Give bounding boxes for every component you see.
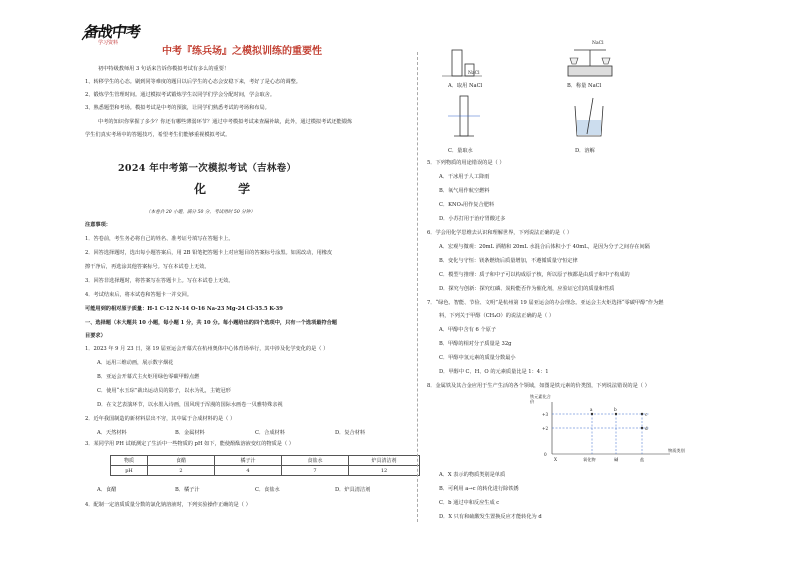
question-6-option: D．探究与创新：探究红磷、炭粉能否作为催化剂，应验证它们的质量和性质 bbox=[439, 286, 615, 292]
question-1-option: C．使用“水玉琮”裁出运动员的影子，以水为礼，主链冠形 bbox=[97, 388, 231, 394]
question-7-option: D．甲醇中 C、H、O 的元素质量比是 1：4：1 bbox=[439, 369, 549, 375]
reagent-label: NaCl bbox=[592, 41, 604, 46]
question-3-option: B．橘子汁 bbox=[175, 487, 200, 493]
question-6-option: C．模型与推理：质子和中子可以构成原子核，所以原子核都是由质子和中子构成的 bbox=[439, 272, 630, 278]
question-4-stem: 4．配制一定溶质质量分数的氯化钠溶液时，下列实验操作正确的是（ ） bbox=[85, 502, 251, 508]
table-header-cell: 食醋 bbox=[148, 456, 215, 466]
slogan-heading: 中考『练兵场』之模拟训练的重要性 bbox=[162, 46, 322, 57]
question-6-option: A．宏观与微观：20mL 酒精和 20mL 水混合后体积小于 40mL，是因为分子之间存在间隔 bbox=[439, 244, 650, 250]
question-5-stem: 5．下列物质的用途错误的是（ ） bbox=[427, 160, 505, 166]
intro-line: 中考的知识你掌握了多少？你还有哪些薄弱环节？通过中考模拟考试来查漏补缺，此外，通过模拟考试还能锻炼 bbox=[98, 119, 353, 125]
exam-title: 2024 年中考第一次模拟考试（吉林卷） bbox=[118, 163, 297, 174]
notice-item: 擦干净后，再选涂其他答案标号。写在本试卷上无效。 bbox=[85, 264, 210, 270]
intro-line: 初中特级教师用 3 句话来告诉你模拟考试有多么的重要！ bbox=[98, 66, 230, 72]
table-cell: 7 bbox=[282, 466, 349, 476]
question-1-stem: 1．2023 年 9 月 23 日，第 19 届亚运会开幕式在杭州奥体中心体育场举行，其中涉及化学变化的是（ ） bbox=[85, 346, 329, 352]
question-7-stem-cont: 料，下列关于甲醇（CH₄O）的说法正确的是（ ） bbox=[439, 313, 555, 319]
reagent-label: NaCl bbox=[468, 71, 480, 76]
table-header-cell: 物质 bbox=[111, 456, 148, 466]
question-8-option: B．可利用 a→c 的转化进行除铁锈 bbox=[439, 486, 519, 492]
table-cell: 12 bbox=[349, 466, 420, 476]
question-3-stem: 3．某同学用 PH 试纸测定了生活中一些物质的 pH 如下，能使酚酞溶液变红的物质是（ ） bbox=[85, 441, 294, 447]
exam-note: （本卷共 20 小题，满分 50 分，考试用时 50 分钟） bbox=[146, 210, 255, 215]
table-header-cell: 橘子汁 bbox=[215, 456, 282, 466]
question-5-option: C．KNO₃用作复合肥料 bbox=[439, 202, 495, 208]
question-2-option: B．金属材料 bbox=[175, 430, 205, 436]
table-header-cell: 炉具清洁剂 bbox=[349, 456, 420, 466]
exam-subject: 化 学 bbox=[194, 182, 265, 196]
section-heading: 一、选择题（本大题共 10 小题，每小题 1 分，共 10 分。每小题给出的四个选项中，只有一个选项最符合题 bbox=[85, 320, 337, 326]
chart-xtick: 氧化物 bbox=[583, 457, 596, 462]
chart-xtick: X bbox=[554, 457, 557, 462]
column-divider bbox=[417, 52, 418, 522]
notice-item: 3．回答非选择题时，将答案写在答题卡上。写在本试卷上无效。 bbox=[85, 278, 234, 284]
chart-point-label: a bbox=[590, 407, 593, 412]
question-3-option: D．炉具清洁剂 bbox=[335, 487, 371, 493]
apparatus-image-b bbox=[560, 36, 620, 86]
apparatus-image-a bbox=[432, 40, 492, 86]
intro-line: 学生们真实考场中的答题技巧，希望考生们能够重视模拟考试。 bbox=[85, 132, 231, 138]
question-8-option: A．X 表示的物质类别是单质 bbox=[439, 472, 506, 478]
notice-heading: 注意事项： bbox=[85, 222, 111, 228]
table-cell: pH bbox=[111, 466, 148, 476]
question-7-option: B．甲醇的相对分子质量是 32g bbox=[439, 341, 512, 347]
question-2-option: C．合成材料 bbox=[255, 430, 285, 436]
apparatus-label-b: B．称量 NaCl bbox=[567, 83, 602, 89]
question-3-option: C．食盐水 bbox=[255, 487, 280, 493]
question-8-stem: 8．金属铁及其合金应用于生产生活的各个领域，如图是铁元素的价类图，下列说法错误的是（ ） bbox=[427, 383, 650, 389]
question-2-option: D．复合材料 bbox=[335, 430, 366, 436]
chart-xtick: 盐 bbox=[640, 457, 645, 462]
logo-text: 备战中考 bbox=[82, 23, 142, 41]
chart-point-label: c bbox=[645, 412, 648, 417]
table-cell: 2 bbox=[148, 466, 215, 476]
apparatus-image-c bbox=[440, 92, 490, 142]
notice-item: 1．答卷前，考生务必将自己的姓名、准考证号填写在答题卡上。 bbox=[85, 236, 234, 242]
question-2-option: A．天然材料 bbox=[97, 430, 127, 436]
chart-point-label: d bbox=[645, 426, 648, 431]
question-1-option: D．在文艺表演环节，以水墨入诗画，国风现于浑漫的国际水画卷一贝雅特殊亲视 bbox=[97, 402, 283, 408]
apparatus-label-d: D．溶解 bbox=[575, 148, 595, 154]
chart-xlabel: 物质类别 bbox=[668, 448, 685, 453]
question-8-option: D．X 只有和硫酸发生置换反应才能转化为 d bbox=[439, 514, 542, 520]
question-2-stem: 2．近年我国制造的新材料层出不穷，其中属于合成材料的是（ ） bbox=[85, 416, 236, 422]
question-3-option: A．食醋 bbox=[97, 487, 117, 493]
question-7-option: A．甲醇中含有 6 个原子 bbox=[439, 327, 497, 333]
question-5-option: B．氧气用作航空燃料 bbox=[439, 188, 490, 194]
intro-line: 2、锻炼学生管理时间。通过模拟考试锻炼学生以同学们学会分配时间，学会取舍。 bbox=[85, 92, 276, 98]
question-5-option: D．小苏打用于治疗胃酸过多 bbox=[439, 216, 506, 222]
chart-ytick: 0 bbox=[544, 452, 547, 457]
table-row bbox=[111, 466, 420, 476]
intro-line: 1、转移学生的心态。刷到同等难度的题目以后学生的心态会安稳下来，考好了是心态的调整。 bbox=[85, 79, 301, 85]
question-6-option: B．变化与守恒：镁条燃烧后质量增加，不遵循质量守恒定律 bbox=[439, 258, 578, 264]
apparatus-image-d bbox=[565, 96, 615, 142]
notice-item: 4．考试结束后，将本试卷和答题卡一并交回。 bbox=[85, 292, 193, 298]
chart-xtick: 碱 bbox=[614, 457, 619, 462]
atomic-masses: 可能用到的相对原子质量：H-1 C-12 N-14 O-16 Na-23 Mg-24 Cl-35.5 K-39 bbox=[85, 306, 283, 312]
apparatus-label-c: C．量取水 bbox=[448, 148, 473, 154]
table-header-row bbox=[111, 456, 420, 466]
chart-ytick: +2 bbox=[542, 426, 549, 431]
notice-item: 2．回答选择题时，选出每小题答案后，用 2B 铅笔把答题卡上对应题目的答案标号涂黑。如需改动，用橡皮 bbox=[85, 250, 333, 256]
question-1-option: B．亚运会开幕式主火炬用绿色零碳甲醇点燃 bbox=[97, 374, 200, 380]
question-7-option: C．甲醇中氢元素的质量分数最小 bbox=[439, 355, 516, 361]
logo-subtext: 学习资料 bbox=[98, 40, 119, 46]
ph-table bbox=[110, 455, 420, 476]
intro-line: 3、熟悉题型和考场。模拟考试是中考的预演，让同学们熟悉考试的考场和布局。 bbox=[85, 105, 270, 111]
chart-ylabel: 铁元素化合价 bbox=[530, 394, 551, 404]
question-1-option: A．运用三维动画，展示数字烟花 bbox=[97, 360, 174, 366]
chart-point-label: b bbox=[614, 407, 617, 412]
valence-chart bbox=[530, 396, 690, 468]
question-8-option: C．b 通过中和反应生成 c bbox=[439, 500, 500, 506]
section-heading-cont: 目要求） bbox=[85, 333, 106, 339]
apparatus-label-a: A．取用 NaCl bbox=[448, 83, 483, 89]
question-5-option: A．干冰用于人工降雨 bbox=[439, 174, 490, 180]
question-7-stem: 7．“绿色、智能、节俭、文明”是杭州第 19 届亚运会的办会理念。亚运会主火炬选择“零碳甲醇”作为燃 bbox=[427, 300, 664, 306]
question-6-stem: 6．学会用化学思维去认识和理解世界，下列说法正确的是（ ） bbox=[427, 230, 573, 236]
chart-ytick: +3 bbox=[542, 412, 549, 417]
table-cell: 4 bbox=[215, 466, 282, 476]
table-header-cell: 食盐水 bbox=[282, 456, 349, 466]
